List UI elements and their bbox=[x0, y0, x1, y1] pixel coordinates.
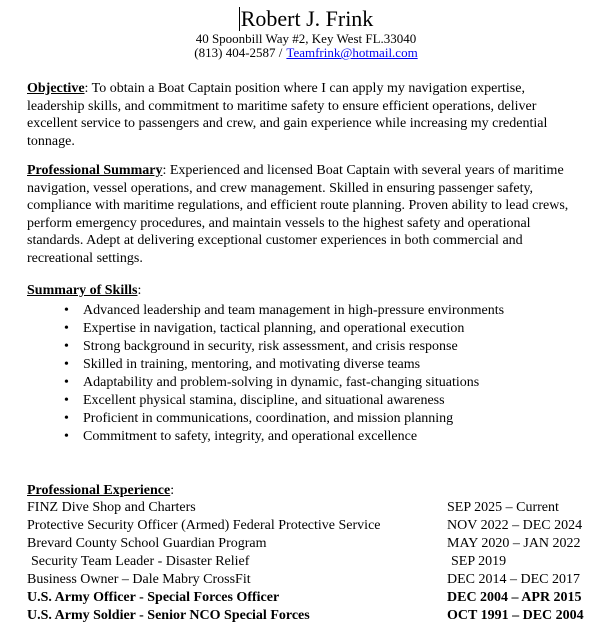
person-name: Robert J. Frink bbox=[240, 6, 374, 31]
experience-section bbox=[27, 482, 585, 626]
experience-dates: NOV 2022 – DEC 2024 bbox=[447, 518, 583, 533]
experience-dates: OCT 1991 – DEC 2004 bbox=[447, 608, 584, 623]
objective-heading-colon: : bbox=[84, 81, 89, 96]
table-row bbox=[27, 589, 585, 607]
list-item: • Proficient in communications, coordination, and mission planning bbox=[27, 410, 585, 428]
experience-title: U.S. Army Soldier - Senior NCO Special Forces bbox=[27, 608, 310, 623]
experience-dates: MAY 2020 – JAN 2022 bbox=[447, 536, 581, 551]
experience-heading-colon: : bbox=[170, 482, 175, 498]
experience-title: Brevard County School Guardian Program bbox=[27, 536, 267, 551]
table-row bbox=[27, 571, 585, 589]
table-row bbox=[27, 553, 585, 571]
professional-summary-colon: : bbox=[162, 163, 167, 178]
table-row bbox=[27, 607, 585, 625]
objective-heading: Objective bbox=[27, 81, 85, 96]
list-item: • Expertise in navigation, tactical planning, and operational execution bbox=[27, 320, 585, 338]
list-item: • Advanced leadership and team management in high-pressure environments bbox=[27, 302, 585, 320]
skills-heading-colon: : bbox=[137, 283, 142, 298]
objective-section bbox=[27, 80, 585, 150]
skills-list bbox=[27, 302, 585, 446]
list-item: • Excellent physical stamina, discipline, and situational awareness bbox=[27, 392, 585, 410]
text-cursor-caret bbox=[239, 7, 240, 31]
professional-summary-section bbox=[27, 162, 585, 267]
experience-dates: DEC 2004 – APR 2015 bbox=[447, 590, 582, 605]
experience-title: U.S. Army Officer - Special Forces Officer bbox=[27, 590, 280, 605]
email-link[interactable]: Teamfrink@hotmail.com bbox=[286, 45, 418, 60]
objective-body: To obtain a Boat Captain position where I can apply my navigation expertise, leadership skills, and commitment to maritime safety to ensure efficient operations, deliver excellent service to passengers and crew, and gain experience while increasing my credential tonnage. bbox=[27, 81, 548, 149]
table-row bbox=[27, 499, 585, 517]
contact-line bbox=[27, 46, 585, 60]
skills-heading-line bbox=[27, 282, 585, 300]
experience-heading: Professional Experience bbox=[27, 482, 171, 498]
experience-dates: SEP 2019 bbox=[451, 554, 507, 569]
table-row bbox=[27, 517, 585, 535]
phone-number: (813) 404-2587 / bbox=[194, 45, 283, 60]
address-line: 40 Spoonbill Way #2, Key West FL.33040 bbox=[195, 31, 417, 46]
skills-heading: Summary of Skills bbox=[27, 283, 138, 298]
experience-title: Protective Security Officer (Armed) Federal Protective Service bbox=[27, 518, 381, 533]
list-item: • Adaptability and problem-solving in dynamic, fast-changing situations bbox=[27, 374, 585, 392]
skills-section bbox=[27, 282, 585, 446]
experience-heading-line bbox=[27, 482, 585, 500]
experience-dates: SEP 2025 – Current bbox=[447, 500, 559, 515]
page-title bbox=[27, 6, 585, 32]
experience-title: Security Team Leader - Disaster Relief bbox=[31, 554, 250, 569]
table-row bbox=[27, 535, 585, 553]
list-item: • Skilled in training, mentoring, and motivating diverse teams bbox=[27, 356, 585, 374]
experience-dates: DEC 2014 – DEC 2017 bbox=[447, 572, 580, 587]
list-item: • Commitment to safety, integrity, and operational excellence bbox=[27, 428, 585, 446]
experience-title: FINZ Dive Shop and Charters bbox=[27, 500, 196, 515]
professional-summary-body: Experienced and licensed Boat Captain with several years of maritime navigation, vessel operations, and crew management. Skilled in ensuring passenger safety, compliance with maritime regulations, and efficient route planning. Proven ability to lead crews, perform emergency procedures, and maintain vessels to the highest safety and operational standards. Adept at delivering exceptional customer experiences in both commercial and recreational settings. bbox=[27, 163, 569, 266]
list-item: • Strong background in security, risk assessment, and crisis response bbox=[27, 338, 585, 356]
experience-title: Business Owner – Dale Mabry CrossFit bbox=[27, 572, 251, 587]
professional-summary-heading: Professional Summary bbox=[27, 163, 163, 178]
